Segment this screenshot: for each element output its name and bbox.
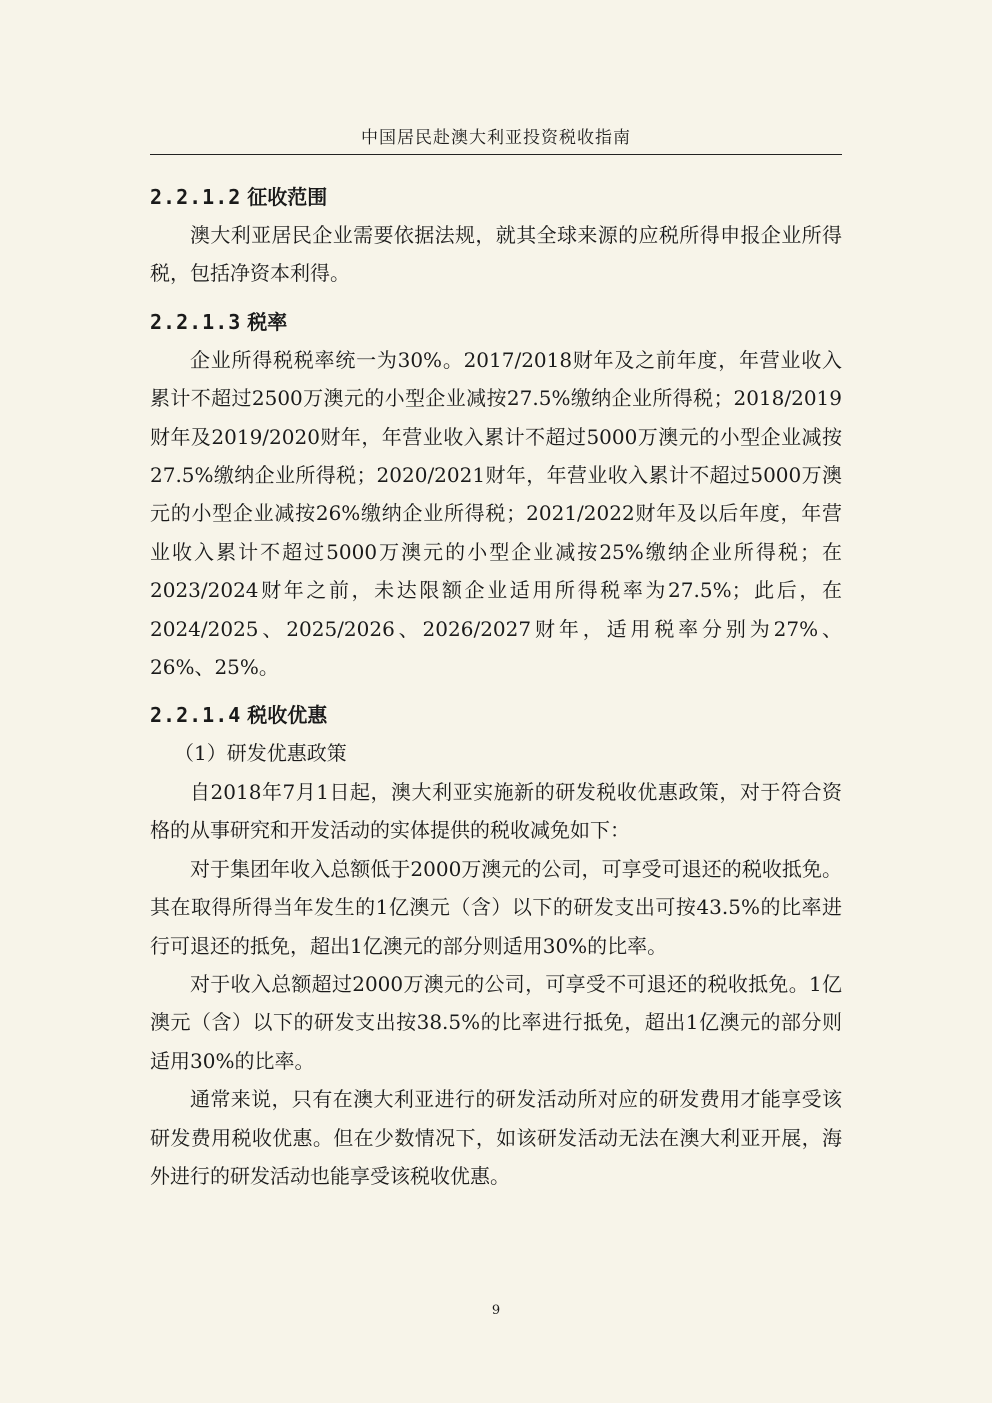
paragraph-rd-small-company: 对于集团年收入总额低于2000万澳元的公司，可享受可退还的税收抵免。其在取得所得当年发生的1亿澳元（含）以下的研发支出可按43.5%的比率进行可退还的抵免，超出1亿澳元的部分则适用30%的比率。	[150, 856, 842, 958]
section-heading-scope	[150, 178, 842, 216]
section-number: 2.2.1.4	[150, 703, 242, 728]
paragraph-rate: 企业所得税税率统一为30%。2017/2018财年及之前年度，年营业收入累计不超过2500万澳元的小型企业减按27.5%缴纳企业所得税；2018/2019财年及2019/2020财年，年营业收入累计不超过5000万澳元的小型企业减按27.5%缴纳企业所得税；2020/2021财年，年营业收入累计不超过5000万澳元的小型企业减按26%缴纳企业所得税；2021/2022财年及以后年度，年营业收入累计不超过5000万澳元的小型企业减按25%缴纳企业所得税；在2023/2024财年之前，未达限额企业适用所得税率为27.5%；此后，在2024/2025、2025/2026、2026/2027财年，适用税率分别为27%、26%、25%。	[150, 347, 842, 680]
subheading-rd-policy: （1）研发优惠政策	[174, 741, 347, 766]
paragraph-rd-overseas: 通常来说，只有在澳大利亚进行的研发活动所对应的研发费用才能享受该研发费用税收优惠。但在少数情况下，如该研发活动无法在澳大利亚开展，海外进行的研发活动也能享受该税收优惠。	[150, 1087, 842, 1188]
section-title: 税收优惠	[247, 703, 328, 728]
section-heading-incentives	[150, 696, 842, 734]
paragraph-rd-intro: 自2018年7月1日起，澳大利亚实施新的研发税收优惠政策，对于符合资格的从事研究和开发活动的实体提供的税收减免如下：	[150, 779, 842, 843]
section-heading-rate	[150, 303, 842, 341]
paragraph-rd-large-company: 对于收入总额超过2000万澳元的公司，可享受不可退还的税收抵免。1亿澳元（含）以下的研发支出按38.5%的比率进行抵免，超出1亿澳元的部分则适用30%的比率。	[150, 971, 842, 1073]
header-divider	[150, 154, 842, 155]
page-number: 9	[491, 1303, 501, 1318]
running-header: 中国居民赴澳大利亚投资税收指南	[361, 128, 631, 148]
section-number: 2.2.1.2	[150, 185, 242, 209]
section-title: 征收范围	[247, 185, 328, 209]
section-title: 税率	[247, 309, 288, 334]
section-number: 2.2.1.3	[150, 309, 242, 334]
page-body	[150, 178, 842, 1195]
paragraph-scope: 澳大利亚居民企业需要依据法规，就其全球来源的应税所得申报企业所得税，包括净资本利得。	[150, 223, 842, 286]
